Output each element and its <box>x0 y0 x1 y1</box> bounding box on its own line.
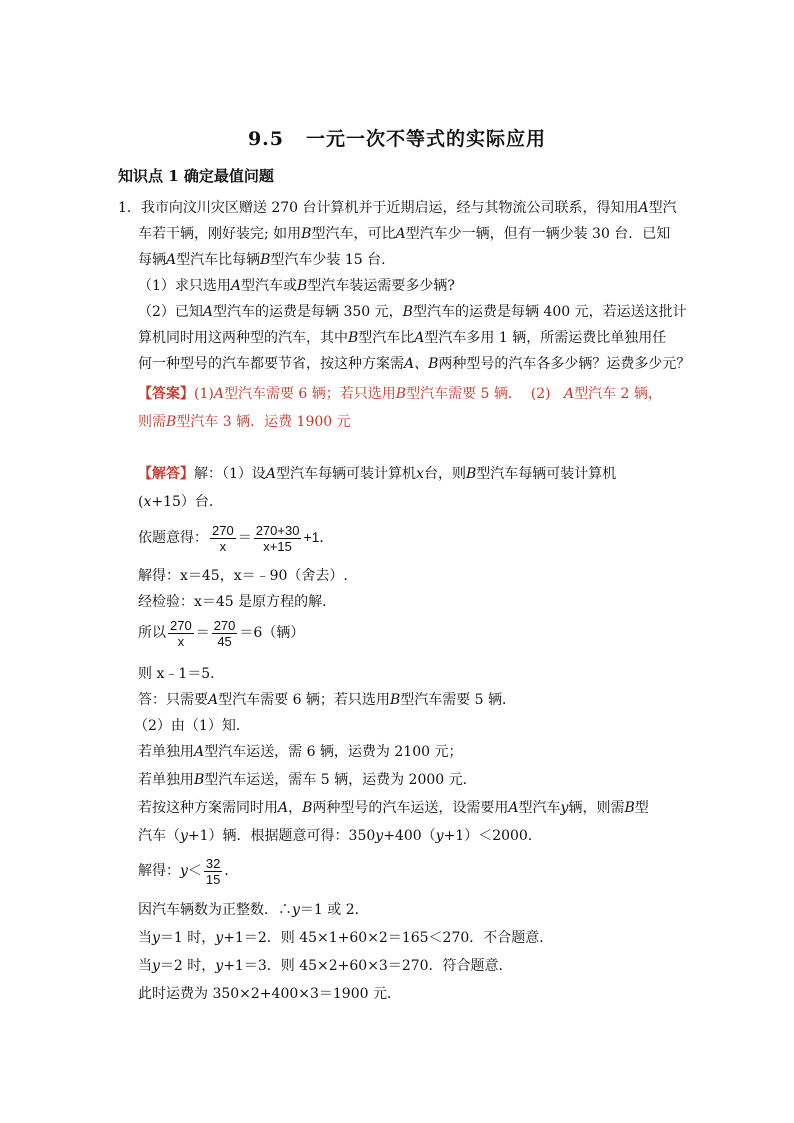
answer-text: 型汽车 3 辆．运费 1900 元 <box>176 414 351 430</box>
answer-text: 型汽车 2 辆， <box>574 386 662 402</box>
var: y <box>215 958 224 974</box>
var: B <box>348 330 359 346</box>
solution-text: 若单独用 <box>138 772 194 788</box>
denominator: x+15 <box>263 538 292 554</box>
var: A <box>563 386 575 402</box>
solution-text: 当 <box>138 958 152 974</box>
var: A、B <box>404 356 439 372</box>
solution-text: +400（ <box>383 828 436 844</box>
solution-text: 型 <box>634 800 649 816</box>
solution-text: 辆，则需 <box>568 800 625 816</box>
question-text: （2）已知 <box>138 304 203 320</box>
problem-text: 型汽车，可比 <box>311 226 396 242</box>
question-1 <box>138 276 455 296</box>
question-text: （1）求只选用 <box>138 278 231 294</box>
both-line-1 <box>138 798 649 818</box>
page-title <box>0 124 794 151</box>
fee-line <box>138 984 401 1004</box>
check-line <box>138 592 336 612</box>
fraction <box>204 856 222 887</box>
solution-text: 型汽车每辆可装计算机 <box>276 466 417 482</box>
var: A <box>265 466 277 482</box>
answer-statement-1 <box>138 690 516 710</box>
var: B <box>194 772 205 788</box>
denominator: 45 <box>217 633 232 649</box>
solution-text: 两种型号的汽车运送，设需要用 <box>312 800 509 816</box>
question-text: 两种型号的汽车各多少辆？运费多少元？ <box>438 356 691 372</box>
solution-text: 型汽车运送，需 6 辆，运费为 2100 元； <box>204 744 463 760</box>
solution-text: ＝1 或 2． <box>299 902 369 918</box>
question-text: 型汽车多用 1 辆，所需运费比单独用任 <box>424 330 667 346</box>
only-b-line <box>138 770 477 790</box>
fraction <box>212 618 238 649</box>
question-text: 型汽车或 <box>241 278 298 294</box>
var: y <box>152 930 160 946</box>
solve-line <box>138 566 348 586</box>
solution-text: 答：只需要 <box>138 692 208 708</box>
numerator: 32 <box>205 855 221 871</box>
var: y <box>560 800 569 816</box>
solution-text: 型汽车需要 6 辆；若只选用 <box>218 692 390 708</box>
question-text: 型汽车的运费是每辆 400 元，若运送这批计 <box>412 304 687 320</box>
fraction <box>254 523 302 554</box>
problem-line-1 <box>118 198 677 218</box>
numerator: 270 <box>170 617 192 633</box>
var: y <box>180 828 188 844</box>
answer-text: 型汽车需要 6 辆；若只选用 <box>223 386 396 402</box>
answer-tag: 【答案】 <box>138 386 194 402</box>
solution-text: 型汽车每辆可装计算机 <box>476 466 617 482</box>
numerator: 270+30 <box>255 522 300 538</box>
problem-line-3 <box>138 250 386 270</box>
solution-text: 解：（1）设 <box>194 466 266 482</box>
answer-text: 则需 <box>138 414 166 430</box>
var: A <box>213 386 224 402</box>
inequality-line <box>138 854 238 888</box>
var: A <box>414 330 425 346</box>
solution-text: 因汽车辆数为正整数．∴ <box>138 902 292 918</box>
var: A <box>166 252 177 268</box>
problem-line-2 <box>138 224 670 244</box>
var: A <box>638 200 649 216</box>
solution-text: 所以 <box>138 625 166 641</box>
section-number: 9.5 <box>247 128 285 150</box>
problem-text: 型汽车少装 15 台. <box>270 252 386 268</box>
var: A <box>202 304 214 320</box>
solution-text: +1＝2．则 45×1+60×2＝165＜270．不合题意． <box>223 930 554 946</box>
case-1-line <box>138 928 553 948</box>
problem-text: 车若干辆，刚好装完; 如用 <box>138 226 302 242</box>
solution-line-1 <box>138 464 616 484</box>
solution-text: 台，则 <box>423 466 466 482</box>
fraction <box>168 618 194 649</box>
var: y <box>180 863 188 879</box>
solution-tag: 【解答】 <box>138 466 194 482</box>
equals-sign: ＝ <box>195 625 210 641</box>
equation-line <box>138 520 333 555</box>
question-text: 何一种型号的汽车都要节省，按这种方案需 <box>138 356 404 372</box>
var: A <box>395 226 406 242</box>
solution-text: +1＝3．则 45×2+60×3＝270．符合题意． <box>223 958 513 974</box>
var: A <box>508 800 519 816</box>
problem-text: 我市向汶川灾区赠送 270 台计算机并于近期启运，经与其物流公司联系，得知用 <box>140 200 639 216</box>
question-2-line-3 <box>138 354 690 374</box>
denominator: x <box>219 538 227 554</box>
solution-text: +15）台． <box>151 494 223 510</box>
solution-text: 型汽车需要 5 辆． <box>400 692 517 708</box>
answer-line-2 <box>138 412 351 432</box>
so-line <box>138 616 304 650</box>
var: y <box>215 930 224 946</box>
solution-text: 则 x﹣1＝5． <box>138 666 225 682</box>
solution-text: +1）＜2000． <box>443 828 542 844</box>
equals-sign: ＝ <box>237 530 252 546</box>
solution-text: 汽车（ <box>138 828 180 844</box>
var: B <box>297 278 308 294</box>
var: B <box>260 252 271 268</box>
denominator: x <box>177 633 185 649</box>
solution-text: ＝6（辆） <box>239 625 305 641</box>
both-line-2 <box>138 826 542 846</box>
title-text: 一元一次不等式的实际应用 <box>306 128 547 150</box>
problem-text: 型汽 <box>648 200 677 216</box>
solution-text: 若按这种方案需同时用 <box>138 800 278 816</box>
solution-text: 解得： <box>138 568 180 584</box>
question-text: 算机同时用这两种型的汽车，其中 <box>138 330 348 346</box>
var: y <box>435 828 444 844</box>
solution-text: 依题意得： <box>138 530 208 546</box>
solution-text: ＝1 时， <box>159 930 216 946</box>
solution-line-2 <box>138 492 223 512</box>
solution-text: 此时运费为 350×2+400×3＝1900 元． <box>138 986 401 1002</box>
solution-text: ， <box>288 800 303 816</box>
problem-text: 型汽车比每辆 <box>176 252 261 268</box>
var: y <box>152 958 160 974</box>
solution-text: 型汽车 <box>518 800 561 816</box>
var: A <box>230 278 242 294</box>
solution-text: 解得： <box>138 863 180 879</box>
denominator: 15 <box>205 871 221 887</box>
solution-text: +1）辆．根据题意可得：350 <box>187 828 376 844</box>
solution-text: 当 <box>138 930 152 946</box>
var: B <box>402 304 413 320</box>
solution-text: +1． <box>303 529 334 545</box>
solution-text: 型汽车运送，需车 5 辆，运费为 2000 元． <box>204 772 477 788</box>
answer-text: 型汽车需要 5 辆． (2) <box>406 386 564 402</box>
fraction <box>210 523 236 554</box>
var: y <box>292 902 300 918</box>
var: x <box>416 466 424 482</box>
question-text: 型汽车装运需要多少辆? <box>307 278 455 294</box>
question-2-line-1 <box>138 302 687 322</box>
then-line <box>138 664 224 684</box>
less-than-sign: ＜ <box>187 863 202 879</box>
var: B <box>465 466 477 482</box>
var: A <box>194 744 205 760</box>
var: A <box>208 692 219 708</box>
var: B <box>395 386 407 402</box>
var: B <box>301 226 312 242</box>
question-text: 型汽车比 <box>358 330 415 346</box>
problem-text: 每辆 <box>138 252 166 268</box>
numerator: 270 <box>212 522 234 538</box>
only-a-line <box>138 742 462 762</box>
solution-text: ( <box>138 494 144 510</box>
solution-text: （2）由（1）知． <box>134 718 250 734</box>
integer-line <box>138 900 369 920</box>
solution-text: ＝2 时， <box>159 958 216 974</box>
answer-text: (1) <box>194 386 214 402</box>
knowledge-point-heading: 知识点 1 确定最值问题 <box>118 167 274 185</box>
problem-number: 1． <box>118 200 141 216</box>
var: B <box>302 800 313 816</box>
numerator: 270 <box>213 617 236 633</box>
var: A <box>278 800 289 816</box>
solution-text: 经检验：x＝45 是原方程的解． <box>138 594 337 610</box>
var: B <box>624 800 635 816</box>
solution-text: 若单独用 <box>138 744 194 760</box>
solution-text: ． <box>224 863 239 879</box>
question-text: 型汽车的运费是每辆 350 元， <box>213 304 403 320</box>
answer-line-1 <box>138 384 662 404</box>
part-2-line <box>134 716 250 736</box>
problem-text: 型汽车少一辆，但有一辆少装 30 台．已知 <box>405 226 671 242</box>
case-2-line <box>138 956 513 976</box>
solution-text: x＝45，x＝﹣90（舍去）. <box>180 568 348 584</box>
var: x <box>143 494 152 510</box>
var: y <box>375 828 384 844</box>
var: B <box>389 692 401 708</box>
var: B <box>166 414 177 430</box>
question-2-line-2 <box>138 328 666 348</box>
